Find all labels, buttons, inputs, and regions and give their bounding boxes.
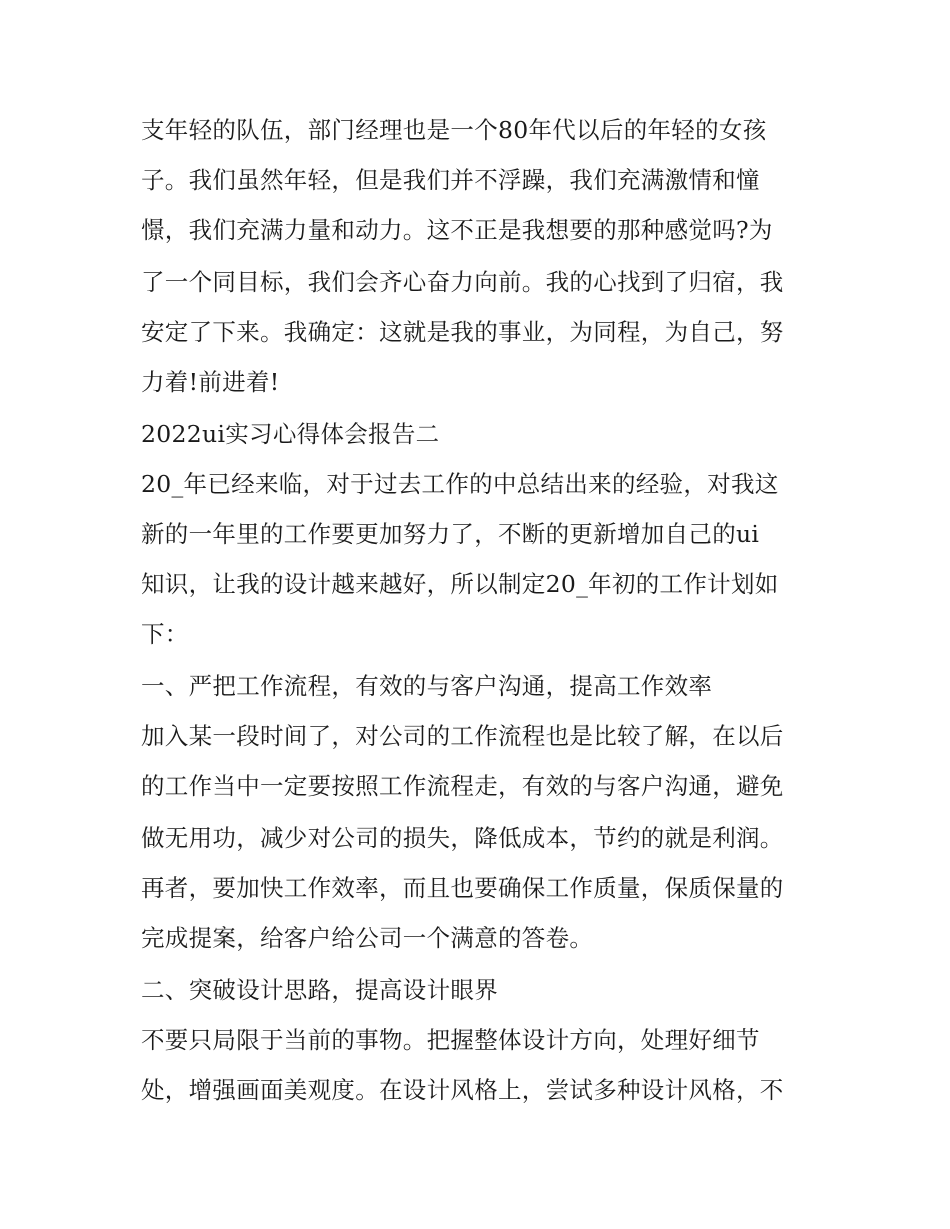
section-heading: 一、严把工作流程，有效的与客户沟通，提高工作效率: [141, 672, 713, 700]
section-heading: 二、突破设计思路，提高设计眼界: [141, 976, 498, 1004]
text-line: 不要只局限于当前的事物。把握整体设计方向，处理好细节: [141, 1026, 760, 1054]
text-line: 的工作当中一定要按照工作流程走，有效的与客户沟通，避免: [141, 772, 784, 800]
text-line: 处，增强画面美观度。在设计风格上，尝试多种设计风格，不: [141, 1076, 784, 1104]
section-heading: 2022ui实习心得体会报告二: [141, 420, 440, 448]
text-line: 完成提案，给客户给公司一个满意的答卷。: [141, 924, 594, 952]
text-line: 加入某一段时间了，对公司的工作流程也是比较了解，在以后: [141, 722, 784, 750]
text-line: 子。我们虽然年轻，但是我们并不浮躁，我们充满激情和憧: [141, 166, 760, 194]
text-line: 力着!前进着!: [141, 368, 280, 396]
text-line: 下：: [141, 620, 189, 648]
text-line: 憬，我们充满力量和动力。这不正是我想要的那种感觉吗?为: [141, 216, 773, 244]
text-line: 新的一年里的工作要更加努力了，不断的更新增加自己的ui: [141, 520, 760, 548]
text-line: 再者，要加快工作效率，而且也要确保工作质量，保质保量的: [141, 874, 784, 902]
text-line: 了一个同目标，我们会齐心奋力向前。我的心找到了归宿，我: [141, 268, 784, 296]
text-line: 20_年已经来临，对于过去工作的中总结出来的经验，对我这: [141, 470, 779, 498]
text-line: 支年轻的队伍，部门经理也是一个80年代以后的年轻的女孩: [141, 116, 767, 144]
text-line: 知识，让我的设计越来越好，所以制定20_年初的工作计划如: [141, 570, 779, 598]
text-line: 安定了下来。我确定：这就是我的事业，为同程，为自己，努: [141, 318, 784, 346]
text-line: 做无用功，减少对公司的损失，降低成本，节约的就是利润。: [141, 824, 784, 852]
